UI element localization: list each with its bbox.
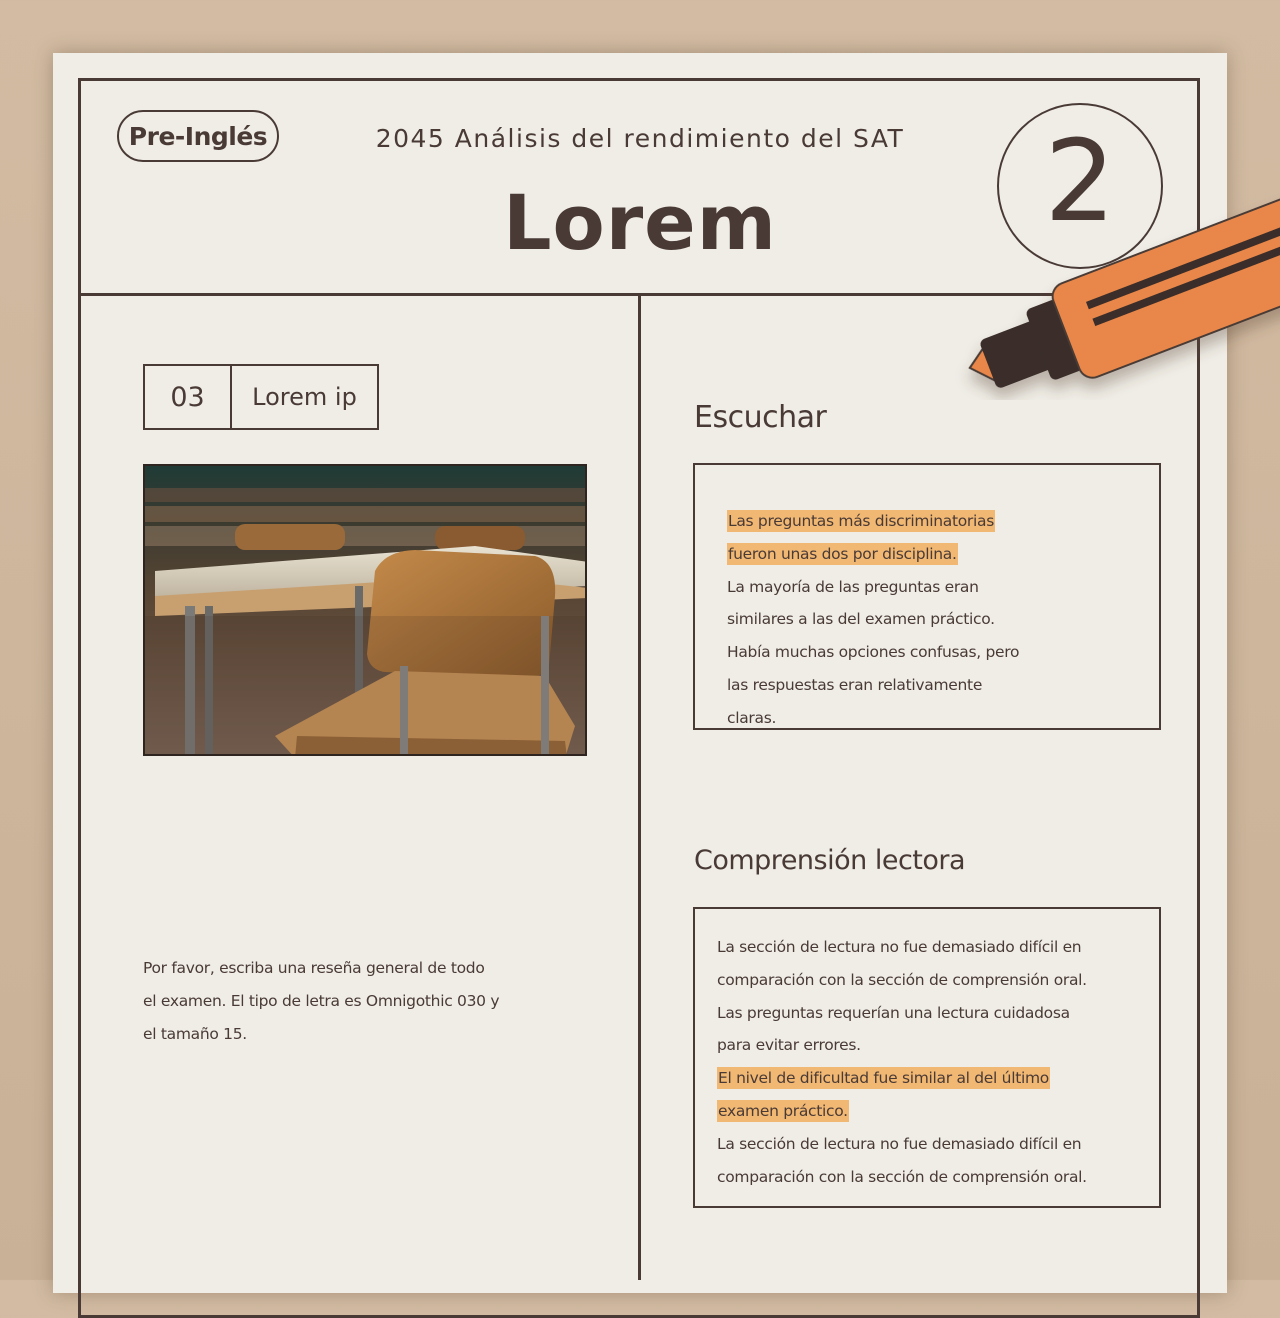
highlighted-text: fueron unas dos por disciplina.: [728, 544, 957, 563]
highlighted-text: El nivel de dificultad fue similar al del último: [718, 1069, 1049, 1088]
review-instructions: [143, 952, 503, 1051]
page-number: 2: [1044, 117, 1116, 247]
listening-line: similares a las del examen práctico.: [727, 610, 995, 629]
column-divider: [638, 296, 641, 1280]
reading-line: La sección de lectura no fue demasiado difícil en: [717, 938, 1082, 956]
page-title: Lorem: [503, 178, 777, 267]
review-line: el tamaño 15.: [143, 1025, 247, 1043]
category-badge: Pre-Inglés: [117, 110, 279, 162]
classroom-photo: [143, 464, 587, 756]
page-subtitle: 2045 Análisis del rendimiento del SAT: [375, 124, 905, 153]
review-line: Por favor, escriba una reseña general de todo: [143, 959, 485, 977]
reading-line: para evitar errores.: [717, 1036, 861, 1055]
reading-line: La sección de lectura no fue demasiado difícil en: [717, 1134, 1082, 1153]
highlighted-text: Las preguntas más discriminatorias: [728, 512, 994, 530]
classroom-image: [145, 466, 587, 756]
reading-heading: Comprensión lectora: [694, 845, 966, 876]
section-number: 03: [145, 366, 232, 428]
listening-line: claras.: [727, 708, 777, 727]
listening-line: Había muchas opciones confusas, pero: [727, 643, 1020, 662]
listening-line: La mayoría de las preguntas eran: [727, 577, 979, 596]
section-label: Lorem ip: [252, 383, 357, 411]
highlighted-text: examen práctico.: [718, 1101, 848, 1120]
section-tag: [143, 364, 379, 430]
reading-notes-box: [693, 907, 1161, 1208]
highlighter-marker-icon: [950, 160, 1280, 400]
listening-notes-box: [693, 463, 1161, 730]
listening-heading: Escuchar: [694, 400, 827, 435]
reading-line: comparación con la sección de comprensión oral.: [717, 970, 1087, 989]
reading-line: Las preguntas requerían una lectura cuidadosa: [717, 1003, 1070, 1022]
listening-line: las respuestas eran relativamente: [727, 675, 983, 694]
reading-line: comparación con la sección de comprensión oral.: [717, 1167, 1087, 1186]
review-line: el examen. El tipo de letra es Omnigothic 030 y: [143, 992, 500, 1010]
